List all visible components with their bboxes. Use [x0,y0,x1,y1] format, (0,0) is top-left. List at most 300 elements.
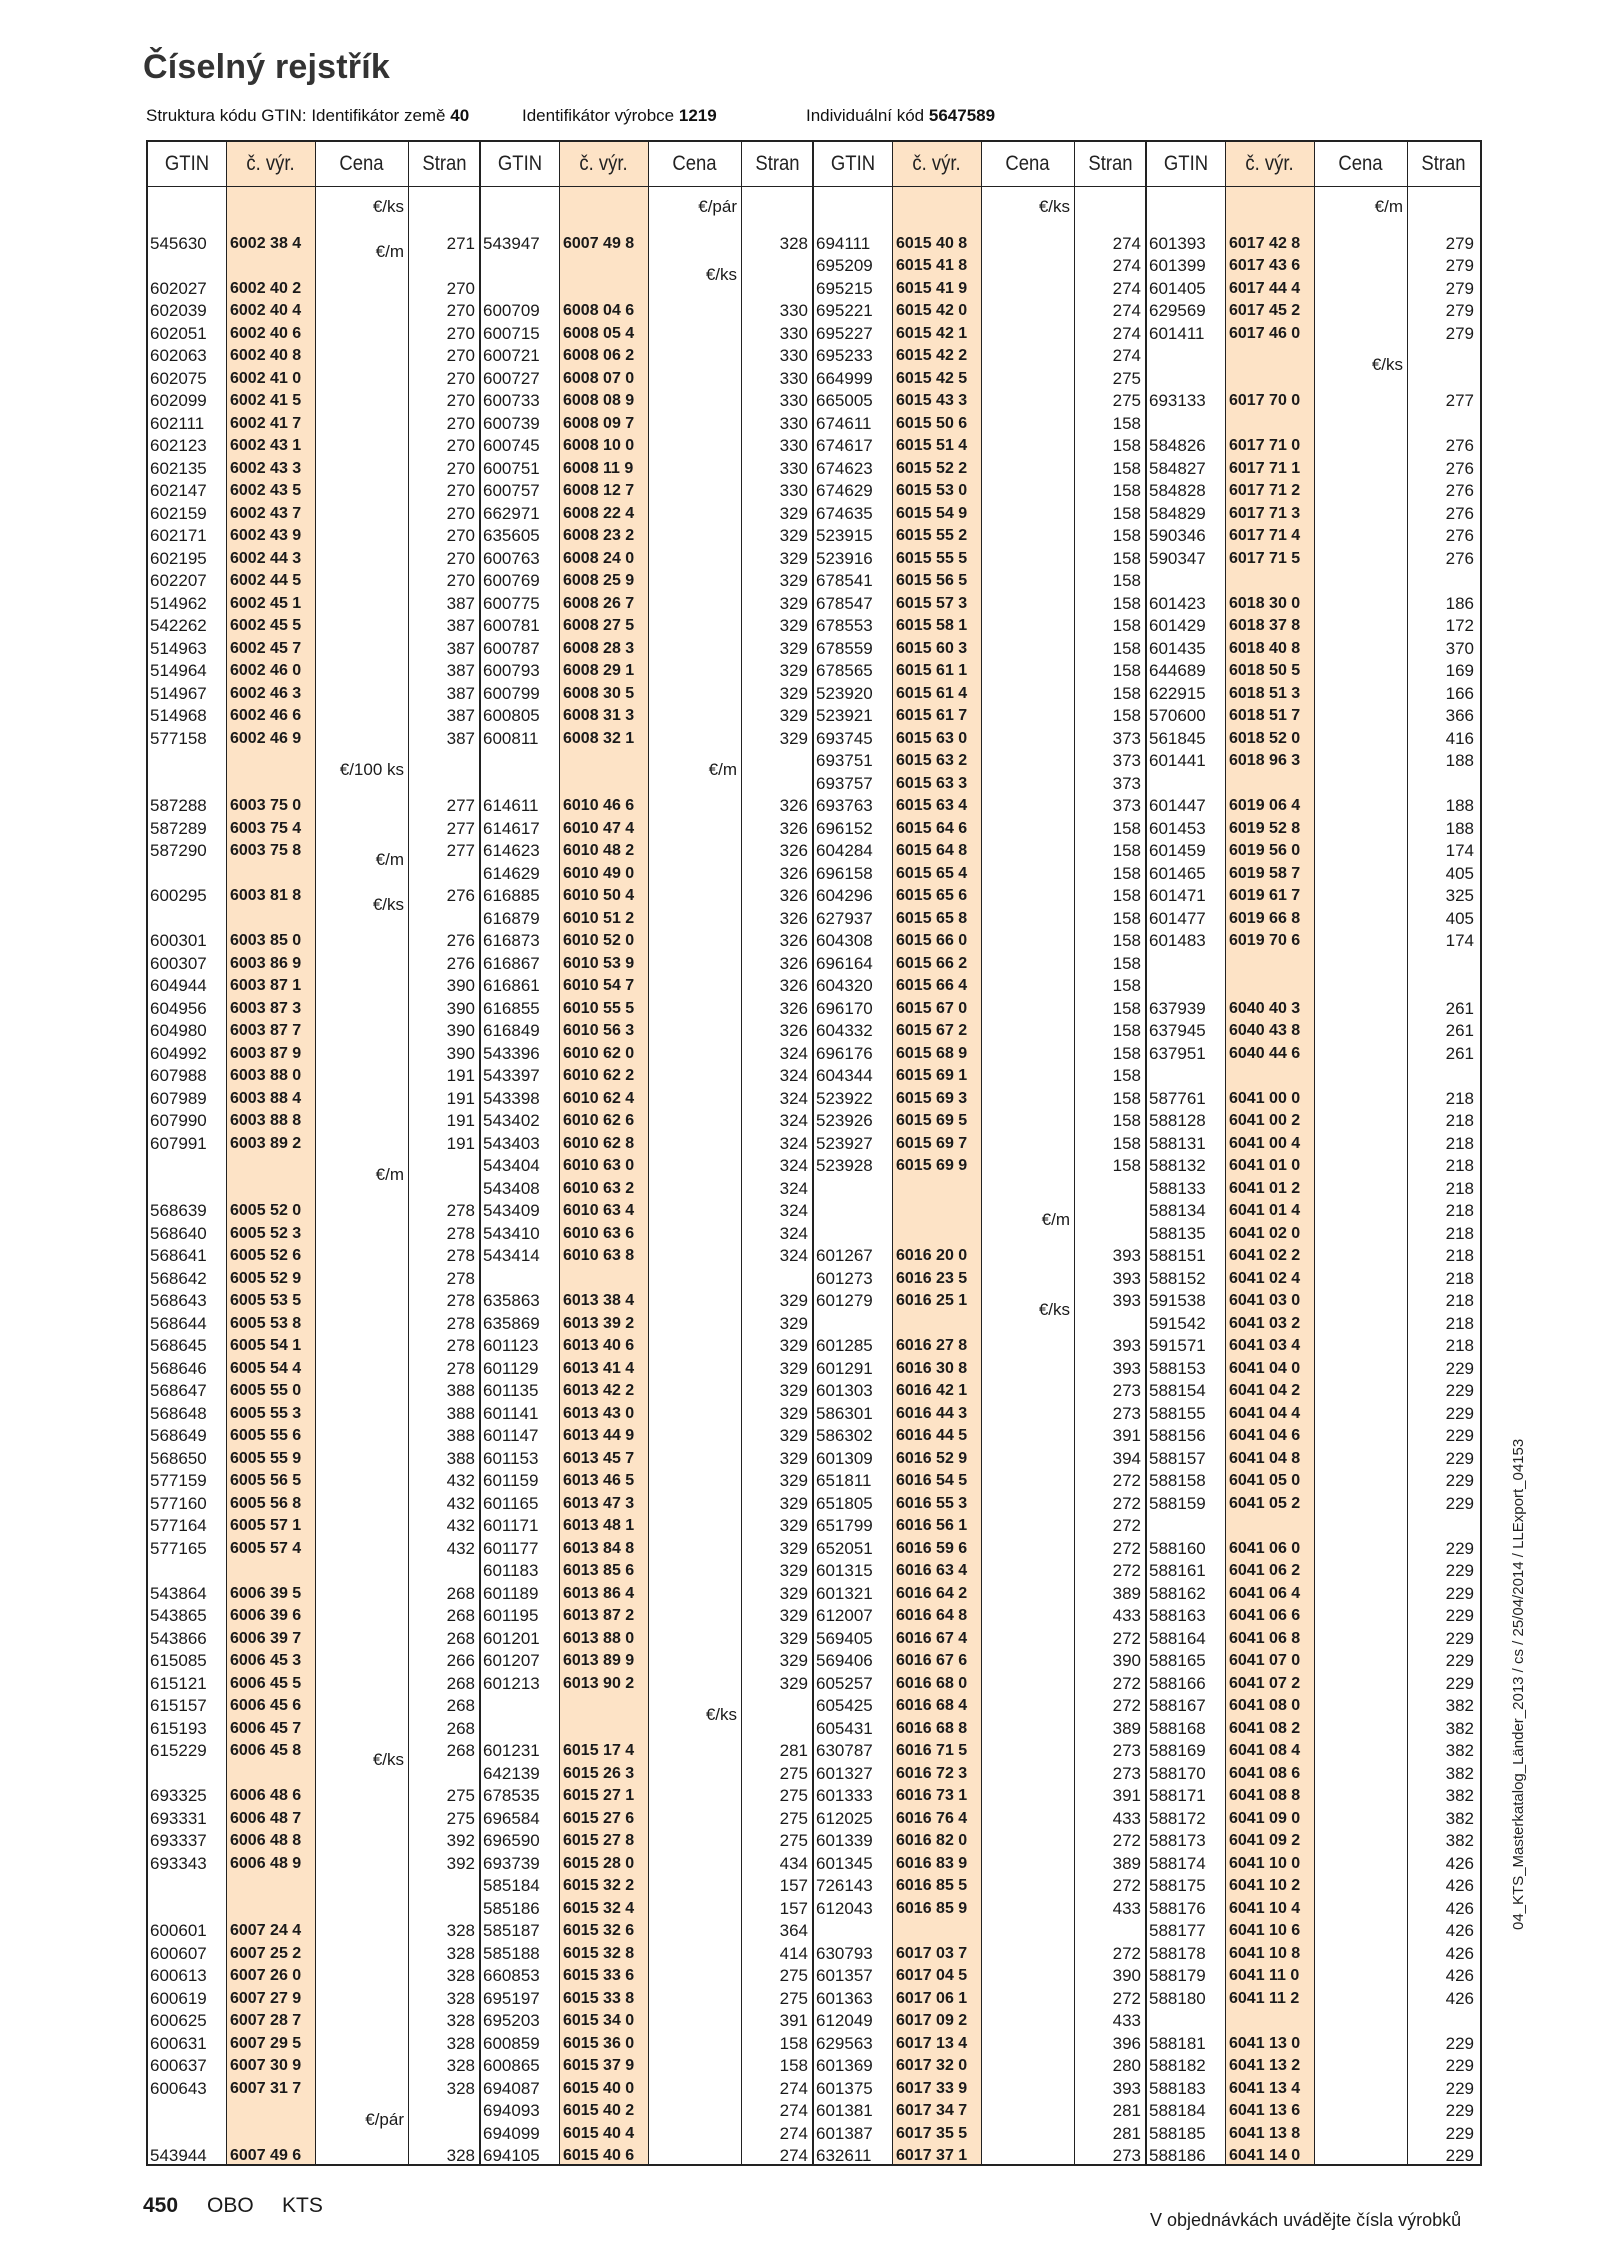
gtin-code: 693757 [816,773,873,793]
gtin-code: 600859 [483,2033,540,2053]
product-number: 6015 65 6 [896,887,968,904]
product-number: 6019 61 7 [1229,887,1301,904]
product-number: 6017 71 2 [1229,482,1301,499]
product-number: 6013 46 5 [563,1472,635,1489]
gtin-code: 602027 [150,278,207,298]
gtin-code: 600811 [483,728,539,748]
gtin-code: 601267 [816,1246,873,1265]
page-ref: 329 [779,728,808,748]
page-ref: 279 [1445,301,1474,320]
product-number: 6010 56 3 [563,1022,635,1039]
page-ref: 158 [1112,593,1141,613]
product-number: 6015 27 6 [563,1809,635,1827]
page-ref: 270 [446,278,475,298]
gtin-code: 674635 [816,503,873,523]
product-number: 6015 26 3 [563,1764,635,1782]
gtin-code: 602075 [150,368,207,388]
product-number: 6015 40 6 [563,2147,635,2164]
page-ref: 326 [779,931,808,950]
page-ref: 268 [446,1696,475,1715]
page-ref: 328 [446,2078,475,2098]
page-ref: 329 [779,683,808,703]
page-ref: 229 [1445,1358,1474,1378]
product-number: 6010 63 6 [563,1224,635,1242]
gtin-code: 607988 [150,1066,207,1085]
gtin-code: 678559 [816,638,873,658]
gtin-code: 601399 [1149,256,1206,275]
gtin-code: 637945 [1149,1021,1206,1040]
page-ref: 277 [1445,391,1474,410]
gtin-code: 601189 [483,1583,539,1603]
gtin-code: 588161 [1149,1561,1206,1580]
gtin-code: 588182 [1149,2056,1206,2075]
page-ref: 328 [446,2011,475,2030]
price-unit: €/m [375,849,404,869]
page-ref: 271 [446,233,475,253]
product-number: 6015 69 3 [896,1089,968,1107]
price-unit: €/m [708,759,737,779]
product-number: 6041 04 0 [1229,1359,1301,1377]
page-ref: 268 [446,1741,475,1760]
product-number: 6005 52 0 [230,1202,302,1219]
page-ref: 229 [1445,1673,1474,1693]
product-number: 6002 40 2 [230,279,302,297]
gtin-code: 601423 [1149,593,1206,613]
header-cell: č. výr. [579,152,628,175]
page-ref: 279 [1445,256,1474,275]
product-number: 6017 13 4 [896,2034,968,2052]
page-ref: 328 [446,1943,475,1963]
product-number: 6015 42 0 [896,302,968,319]
page-ref: 329 [779,1516,808,1535]
page-ref: 281 [1112,2123,1141,2143]
page-ref: 158 [1112,863,1141,883]
product-number: 6019 52 8 [1229,819,1301,837]
page-ref: 272 [1112,1628,1141,1648]
product-number: 6041 00 2 [1229,1112,1301,1129]
product-number: 6015 28 0 [563,1854,635,1872]
product-number: 6016 64 8 [896,1607,968,1624]
page-ref: 330 [779,323,808,343]
product-number: 6015 27 1 [563,1787,635,1804]
product-number: 6016 52 9 [896,1449,968,1467]
product-number: 6016 27 8 [896,1337,968,1354]
gtin-code: 694099 [483,2123,540,2143]
gtin-code: 523921 [816,706,873,725]
product-number: 6041 01 2 [1229,1179,1301,1197]
gtin-code: 600799 [483,683,540,703]
page-ref: 158 [1112,908,1141,928]
header-cell: GTIN [164,152,210,175]
gtin-code: 664999 [816,368,873,388]
product-number: 6005 57 1 [230,1517,302,1534]
page-ref: 324 [779,1223,808,1243]
product-number: 6003 75 8 [230,842,302,859]
product-number: 6041 09 2 [1229,1832,1301,1849]
gtin-code: 545630 [150,233,207,253]
page-ref: 272 [1112,1696,1141,1715]
gtin-code: 584827 [1149,458,1206,478]
product-number: 6041 08 6 [1229,1764,1301,1782]
page-ref: 432 [446,1538,475,1558]
product-number: 6003 86 9 [230,954,302,972]
page-ref: 394 [1112,1448,1141,1468]
page-ref: 261 [1445,998,1474,1018]
header-cell: Cena [672,152,717,175]
gtin-code: 600307 [150,953,207,973]
gtin-code: 604992 [150,1043,207,1063]
product-number: 6016 23 5 [896,1269,968,1287]
gtin-code: 612025 [816,1808,873,1828]
gtin-code: 601447 [1149,796,1206,815]
product-number: 6008 24 0 [563,549,635,567]
page-ref: 272 [1112,1493,1141,1513]
page-ref: 229 [1445,1381,1474,1400]
gtin-code: 635605 [483,526,540,545]
product-number: 6006 39 7 [230,1629,302,1647]
page-ref: 191 [446,1088,475,1108]
gtin-code: 588173 [1149,1831,1206,1850]
product-number: 6041 08 4 [1229,1742,1301,1759]
page-ref: 432 [446,1471,475,1490]
product-number: 6017 37 1 [896,2147,968,2164]
gtin-code: 601429 [1149,616,1206,635]
product-number: 6002 46 0 [230,662,302,679]
page-ref: 268 [446,1628,475,1648]
gtin-code: 588164 [1149,1628,1206,1648]
page-ref: 270 [446,301,475,320]
product-number: 6016 85 5 [896,1877,968,1894]
product-number: 6019 58 7 [1229,864,1301,882]
price-unit: €/ks [372,1749,404,1769]
product-number: 6013 45 7 [563,1449,635,1467]
page-ref: 158 [779,2056,808,2075]
page-ref: 172 [1445,616,1474,635]
page-ref: 272 [1112,1516,1141,1535]
column-divider [648,142,649,2164]
page-ref: 158 [1112,1111,1141,1130]
product-number: 6013 40 6 [563,1337,635,1354]
page-ref: 274 [779,2078,808,2098]
gtin-code: 588131 [1149,1133,1206,1153]
gtin-code: 601411 [1149,323,1205,343]
page-ref: 373 [1112,728,1141,748]
product-number: 6016 42 1 [896,1382,968,1399]
page-ref: 270 [446,346,475,365]
product-number: 6006 45 6 [230,1697,302,1714]
gtin-code: 591542 [1149,1313,1206,1333]
page-ref: 433 [1112,1898,1141,1918]
product-number: 6005 53 5 [230,1292,302,1309]
gtin-code: 602123 [150,436,207,455]
product-number: 6003 81 8 [230,887,302,904]
page-ref: 276 [1445,548,1474,568]
product-number: 6041 13 2 [1229,2057,1301,2074]
gtin-code: 543410 [483,1223,540,1243]
page-ref: 324 [779,1246,808,1265]
product-number: 6015 67 2 [896,1022,968,1039]
page-ref: 329 [779,526,808,545]
product-number: 6013 38 4 [563,1292,635,1309]
gtin-code: 601315 [816,1561,873,1580]
page-ref: 329 [779,1606,808,1625]
product-number: 6003 75 0 [230,797,302,814]
gtin-code: 588128 [1149,1111,1206,1130]
product-number: 6015 63 2 [896,752,968,769]
page-ref: 275 [779,1966,808,1985]
page-ref: 270 [446,436,475,455]
header-cell: Stran [422,152,467,175]
page-ref: 229 [1445,2033,1474,2053]
product-number: 6041 05 2 [1229,1494,1301,1512]
page-ref: 393 [1112,1291,1141,1310]
product-number: 6015 68 9 [896,1044,968,1062]
page-ref: 328 [446,2056,475,2075]
page-ref: 174 [1445,931,1474,950]
product-number: 6041 01 4 [1229,1202,1301,1219]
gtin-code: 695233 [816,346,873,365]
header-cell: Cena [1338,152,1383,175]
product-number: 6015 51 4 [896,437,968,454]
product-number: 6041 01 0 [1229,1157,1301,1174]
page-ref: 158 [1112,1133,1141,1153]
gtin-code: 514968 [150,706,207,725]
product-number: 6041 03 0 [1229,1292,1301,1309]
page-ref: 158 [1112,683,1141,703]
gtin-code: 627937 [816,908,873,928]
product-number: 6002 40 6 [230,324,302,342]
gtin-code: 588169 [1149,1741,1206,1760]
gtin-code: 601405 [1149,278,1206,298]
page-ref: 387 [446,593,475,613]
gtin-code: 600613 [150,1966,207,1985]
page-ref: 426 [1445,1988,1474,2008]
page-ref: 279 [1445,233,1474,253]
gtin-code: 622915 [1149,683,1206,703]
product-number: 6041 10 0 [1229,1854,1301,1872]
page-ref: 324 [779,1133,808,1153]
product-number: 6007 26 0 [230,1967,302,1984]
page-ref: 329 [779,1358,808,1378]
page-ref: 158 [1112,886,1141,905]
page-ref: 390 [446,1043,475,1063]
gtin-code: 604956 [150,998,207,1018]
page-ref: 229 [1445,2078,1474,2098]
gtin-code: 588163 [1149,1606,1206,1625]
gtin-code: 605257 [816,1673,873,1693]
page-ref: 388 [446,1403,475,1423]
table-header [148,142,481,187]
page-ref: 426 [1445,1898,1474,1918]
page-ref: 390 [446,1021,475,1040]
page-ref: 273 [1112,1763,1141,1783]
product-number: 6015 66 2 [896,954,968,972]
page-ref: 279 [1445,323,1474,343]
gtin-structure-label: Struktura kódu GTIN: Identifikátor země 40 [146,106,470,125]
page-ref: 328 [446,1921,475,1940]
product-number: 6017 43 6 [1229,257,1301,274]
gtin-code: 601183 [483,1561,539,1580]
gtin-code: 588186 [1149,2146,1206,2165]
price-unit: €/pár [365,2109,404,2129]
page-ref: 270 [446,548,475,568]
price-unit: €/ks [372,894,404,914]
page-ref: 277 [446,841,475,860]
page-ref: 405 [1445,908,1474,928]
header-cell: č. výr. [1245,152,1294,175]
product-number: 6016 30 8 [896,1359,968,1377]
gtin-code: 601201 [483,1628,540,1648]
page-ref: 274 [779,2123,808,2143]
gtin-code: 600625 [150,2011,207,2030]
gtin-code: 601333 [816,1786,873,1805]
gtin-code: 678547 [816,593,873,613]
page-ref: 274 [1112,346,1141,365]
page-ref: 329 [779,1471,808,1490]
page-ref: 393 [1112,1336,1141,1355]
page-ref: 382 [1445,1741,1474,1760]
page-ref: 218 [1445,1201,1474,1220]
gtin-code: 585184 [483,1876,540,1895]
number-index-table [146,140,1482,2166]
product-number: 6010 63 8 [563,1247,635,1264]
page-ref: 261 [1445,1043,1474,1063]
header-cell: GTIN [497,152,543,175]
manufacturer-code: 1219 [678,106,717,125]
page-ref: 329 [779,1381,808,1400]
gtin-code: 601471 [1149,886,1206,905]
gtin-code: 601231 [483,1741,540,1760]
product-number: 6018 51 7 [1229,707,1301,724]
gtin-code: 696164 [816,953,873,973]
gtin-code: 588174 [1149,1853,1206,1873]
product-number: 6041 08 0 [1229,1697,1301,1714]
page-ref: 158 [1112,1088,1141,1108]
gtin-code: 514964 [150,661,207,680]
page-ref: 416 [1445,728,1474,748]
page-ref: 270 [446,571,475,590]
product-number: 6010 48 2 [563,842,635,859]
brand-obo: OBO [207,2194,254,2217]
column-divider [981,142,982,2164]
product-number: 6002 43 5 [230,482,302,499]
gtin-code: 601321 [816,1583,873,1603]
gtin-code: 600643 [150,2078,207,2098]
product-number: 6015 61 4 [896,684,968,702]
index-block [148,142,481,2164]
gtin-code: 660853 [483,1966,540,1985]
product-number: 6017 71 4 [1229,527,1301,544]
product-number: 6005 53 8 [230,1314,302,1332]
page-ref: 229 [1445,1493,1474,1513]
gtin-code: 604320 [816,976,873,995]
page-ref: 272 [1112,1471,1141,1490]
product-number: 6003 89 2 [230,1134,302,1152]
gtin-code: 637951 [1149,1043,1206,1063]
gtin-code: 616849 [483,1021,540,1040]
gtin-code: 601195 [483,1606,539,1625]
page-ref: 229 [1445,1583,1474,1603]
page-ref: 218 [1445,1111,1474,1130]
gtin-code: 695203 [483,2011,540,2030]
page-ref: 268 [446,1583,475,1603]
gtin-code: 600781 [483,616,540,635]
gtin-code: 644689 [1149,661,1206,680]
product-number: 6015 53 0 [896,482,968,499]
gtin-code: 601387 [816,2123,873,2143]
page-ref: 387 [446,661,475,680]
gtin-code: 585187 [483,1921,540,1940]
page-ref: 229 [1445,1628,1474,1648]
gtin-code: 600715 [483,323,540,343]
gtin-code: 588152 [1149,1268,1206,1288]
page-ref: 270 [446,458,475,478]
page-ref: 330 [779,413,808,433]
product-number: 6013 42 2 [563,1382,635,1399]
page-ref: 328 [446,1966,475,1985]
gtin-code: 601327 [816,1763,873,1783]
gtin-code: 600745 [483,436,540,455]
product-number: 6015 55 2 [896,527,968,544]
product-number: 6003 87 3 [230,999,302,1017]
page-ref: 158 [1112,841,1141,860]
gtin-code: 630787 [816,1741,873,1760]
gtin-code: 629569 [1149,301,1206,320]
gtin-code: 696176 [816,1043,873,1063]
page-ref: 158 [1112,571,1141,590]
page-ref: 387 [446,683,475,703]
gtin-code: 652051 [816,1538,873,1558]
product-number: 6007 49 8 [563,234,635,252]
page-ref: 432 [446,1516,475,1535]
page-ref: 329 [779,1291,808,1310]
product-number: 6041 02 2 [1229,1247,1301,1264]
page-ref: 270 [446,391,475,410]
product-number: 6015 63 4 [896,797,968,814]
product-number: 6002 46 9 [230,729,302,747]
header-cell: Stran [1088,152,1133,175]
product-number: 6015 40 2 [563,2102,635,2119]
page-ref: 174 [1445,841,1474,860]
product-number: 6015 27 8 [563,1832,635,1849]
gtin-code: 694093 [483,2101,540,2120]
gtin-code: 651799 [816,1516,873,1535]
product-number: 6041 11 2 [1229,1989,1300,2007]
gtin-code: 635863 [483,1291,540,1310]
gtin-code: 696590 [483,1831,540,1850]
product-number: 6010 47 4 [563,819,635,837]
product-number: 6017 71 0 [1229,437,1301,454]
product-number: 6015 42 5 [896,369,968,387]
gtin-code: 523920 [816,683,873,703]
gtin-code: 577164 [150,1516,207,1535]
product-number: 6002 40 8 [230,347,302,364]
gtin-code: 674629 [816,481,873,500]
page-ref: 432 [446,1493,475,1513]
gtin-code: 588162 [1149,1583,1206,1603]
product-number: 6041 03 2 [1229,1314,1301,1332]
page-ref: 272 [1112,1876,1141,1895]
gtin-code: 602099 [150,391,207,410]
product-number: 6013 48 1 [563,1517,635,1534]
page-ref: 191 [446,1066,475,1085]
gtin-code: 588154 [1149,1381,1206,1400]
individual-code: 5647589 [928,106,996,125]
page-ref: 389 [1112,1583,1141,1603]
page-ref: 276 [1445,458,1474,478]
product-number: 6015 32 6 [563,1922,635,1939]
gtin-code: 694087 [483,2078,540,2098]
